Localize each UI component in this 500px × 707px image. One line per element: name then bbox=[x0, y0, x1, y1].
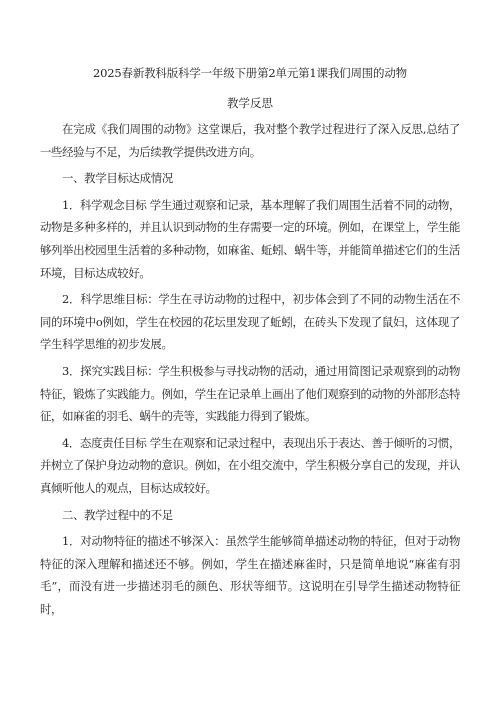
goal-item-science-concept: 1．科学观念目标 学生通过观察和记录，基本理解了我们周围生活着不同的动物，动物是多种多样的，并且认识到动物的生存需要一定的环境。例如，在课堂上，学生能够列举出校园里生活着的多种动物，如麻雀、蚯蚓、蜗牛等，并能简单描述它们的生活环境，目标达成较好。 bbox=[40, 197, 460, 280]
intro-paragraph: 在完成《我们周围的动物》这堂课后，我对整个教学过程进行了深入反思,总结了一些经验与不足，为后续教学提供改进方向。 bbox=[40, 122, 460, 159]
goal-item-inquiry-practice: 3．探究实践目标：学生积极参与寻找动物的活动，通过用简图记录观察到的动物特征，锻炼了实践能力。例如，学生在记录单上画出了他们观察到的动物的外部形态特征，如麻雀的羽毛、蜗牛的壳等，实践能力得到了锻炼。 bbox=[40, 363, 460, 424]
goal-item-attitude-responsibility: 4．态度责任目标 学生在观察和记录过程中，表现出乐于表达、善于倾听的习惯，并树立了保护身边动物的意识。例如，在小组交流中，学生积极分享自己的发现，并认真倾听他人的观点，目标达成较好。 bbox=[40, 435, 460, 495]
section-heading-goals: 一、教学目标达成情况 bbox=[62, 171, 173, 186]
section-heading-shortcomings: 二、教学过程中的不足 bbox=[62, 507, 173, 522]
shortcoming-item-feature-description: 1．对动物特征的描述不够深入：虽然学生能够简单描述动物的特征，但对于动物特征的深入理解和描述还不够。例如，学生在描述麻雀时，只是简单地说“麻雀有羽毛”，而没有进一步描述羽毛的颜色、形状等细节。这说明在引导学生描述动物特征时， bbox=[40, 534, 460, 616]
document-body bbox=[40, 118, 460, 624]
goal-item-science-thinking: 2．科学思维目标：学生在寻访动物的过程中，初步体会到了不同的动物生活在不同的环境中o例如，学生在校园的花坛里发现了蚯蚓，在砖头下发现了鼠妇，这体现了学生科学思维的初步发展。 bbox=[40, 292, 460, 352]
document-subtitle: 教学反思 bbox=[227, 96, 273, 110]
document-title: 2025春新教科版科学一年级下册第2单元第1课我们周围的动物 bbox=[93, 66, 407, 80]
